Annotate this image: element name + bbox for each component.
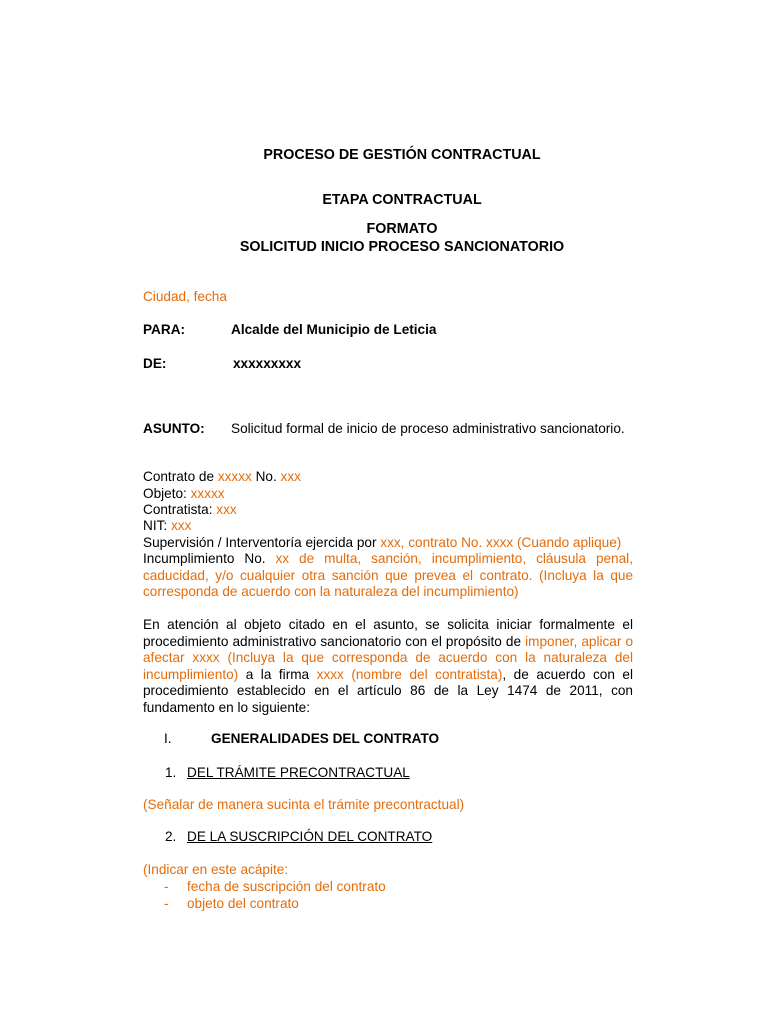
incumplimiento-label: Incumplimiento No. <box>143 551 276 566</box>
contratista-value: xxx <box>216 502 237 517</box>
bullet-item: objeto del contrato <box>187 896 299 911</box>
section-title: GENERALIDADES DEL CONTRATO <box>211 731 440 746</box>
document-title: SOLICITUD INICIO PROCESO SANCIONATORIO <box>239 239 565 255</box>
incumplimiento-paragraph <box>143 551 633 601</box>
bullet-item: fecha de suscripción del contrato <box>187 879 386 894</box>
supervision-value: xxx, contrato No. xxxx (Cuando aplique) <box>380 535 622 550</box>
nit-line <box>143 518 191 535</box>
body-placeholder-contractor: xxxx (nombre del contratista) <box>316 666 503 682</box>
asunto-value: Solicitud formal de inicio de proceso administrativo sancionatorio. <box>231 421 625 436</box>
body-paragraph <box>143 617 633 716</box>
objeto-line <box>143 486 225 503</box>
body-text-1: En atención al objeto citado en el asunto, se solicita iniciar formalmente el procedimiento administrativo sancionatorio con el propósito de <box>143 617 633 649</box>
contratista-label: Contratista: <box>143 502 217 517</box>
asunto-label: ASUNTO: <box>143 421 205 436</box>
nit-label: NIT: <box>143 518 171 533</box>
item-2-number: 2. <box>165 829 177 844</box>
format-title: FORMATO <box>366 221 438 237</box>
contract-label: Contrato de <box>143 469 218 484</box>
contratista-line <box>143 502 237 519</box>
contract-no-label: No. <box>251 469 281 484</box>
objeto-label: Objeto: <box>143 486 191 501</box>
objeto-value: xxxxx <box>190 486 225 501</box>
supervision-label: Supervisión / Interventoría ejercida por <box>143 535 381 550</box>
bullet-marker: - <box>164 896 169 911</box>
supervision-line <box>143 535 621 552</box>
stage-title: ETAPA CONTRACTUAL <box>322 192 482 208</box>
para-label: PARA: <box>143 322 186 337</box>
item-1-note: (Señalar de manera sucinta el trámite precontractual) <box>143 797 465 812</box>
para-value: Alcalde del Municipio de Leticia <box>231 322 437 337</box>
nit-value: xxx <box>170 518 192 533</box>
de-value: xxxxxxxxx <box>233 356 302 371</box>
body-placeholder-sanction: imponer, aplicar o afectar xxxx (Incluya la que corresponda de acuerdo con la naturaleza del incumplimiento) <box>143 633 634 682</box>
incumplimiento-value: xx de multa, sanción, incumplimiento, cláusula penal, caducidad, y/o cualquier otra sanción que prevea el contrato. (Incluya la que corresponda de acuerdo con la naturaleza del incumplimiento) <box>143 551 633 599</box>
item-2-title: DE LA SUSCRIPCIÓN DEL CONTRATO <box>187 829 433 844</box>
item-1-number: 1. <box>165 765 177 780</box>
body-text-3: , de acuerdo con el procedimiento establecido en el artículo 86 de la Ley 1474 de 2011, con fundamento en lo siguiente: <box>143 666 633 715</box>
item-1-title: DEL TRÁMITE PRECONTRACTUAL <box>187 765 410 780</box>
contract-type: xxxxx <box>217 469 252 484</box>
de-label: DE: <box>143 356 167 371</box>
bullet-marker: - <box>164 879 169 894</box>
city-date: Ciudad, fecha <box>143 289 227 304</box>
contract-line <box>143 469 301 486</box>
section-numeral: I. <box>164 731 172 746</box>
process-title: PROCESO DE GESTIÓN CONTRACTUAL <box>263 147 541 163</box>
body-text-2: a la firma <box>238 666 317 682</box>
item-2-note: (Indicar en este acápite: <box>143 862 289 877</box>
contract-no: xxx <box>280 469 301 484</box>
